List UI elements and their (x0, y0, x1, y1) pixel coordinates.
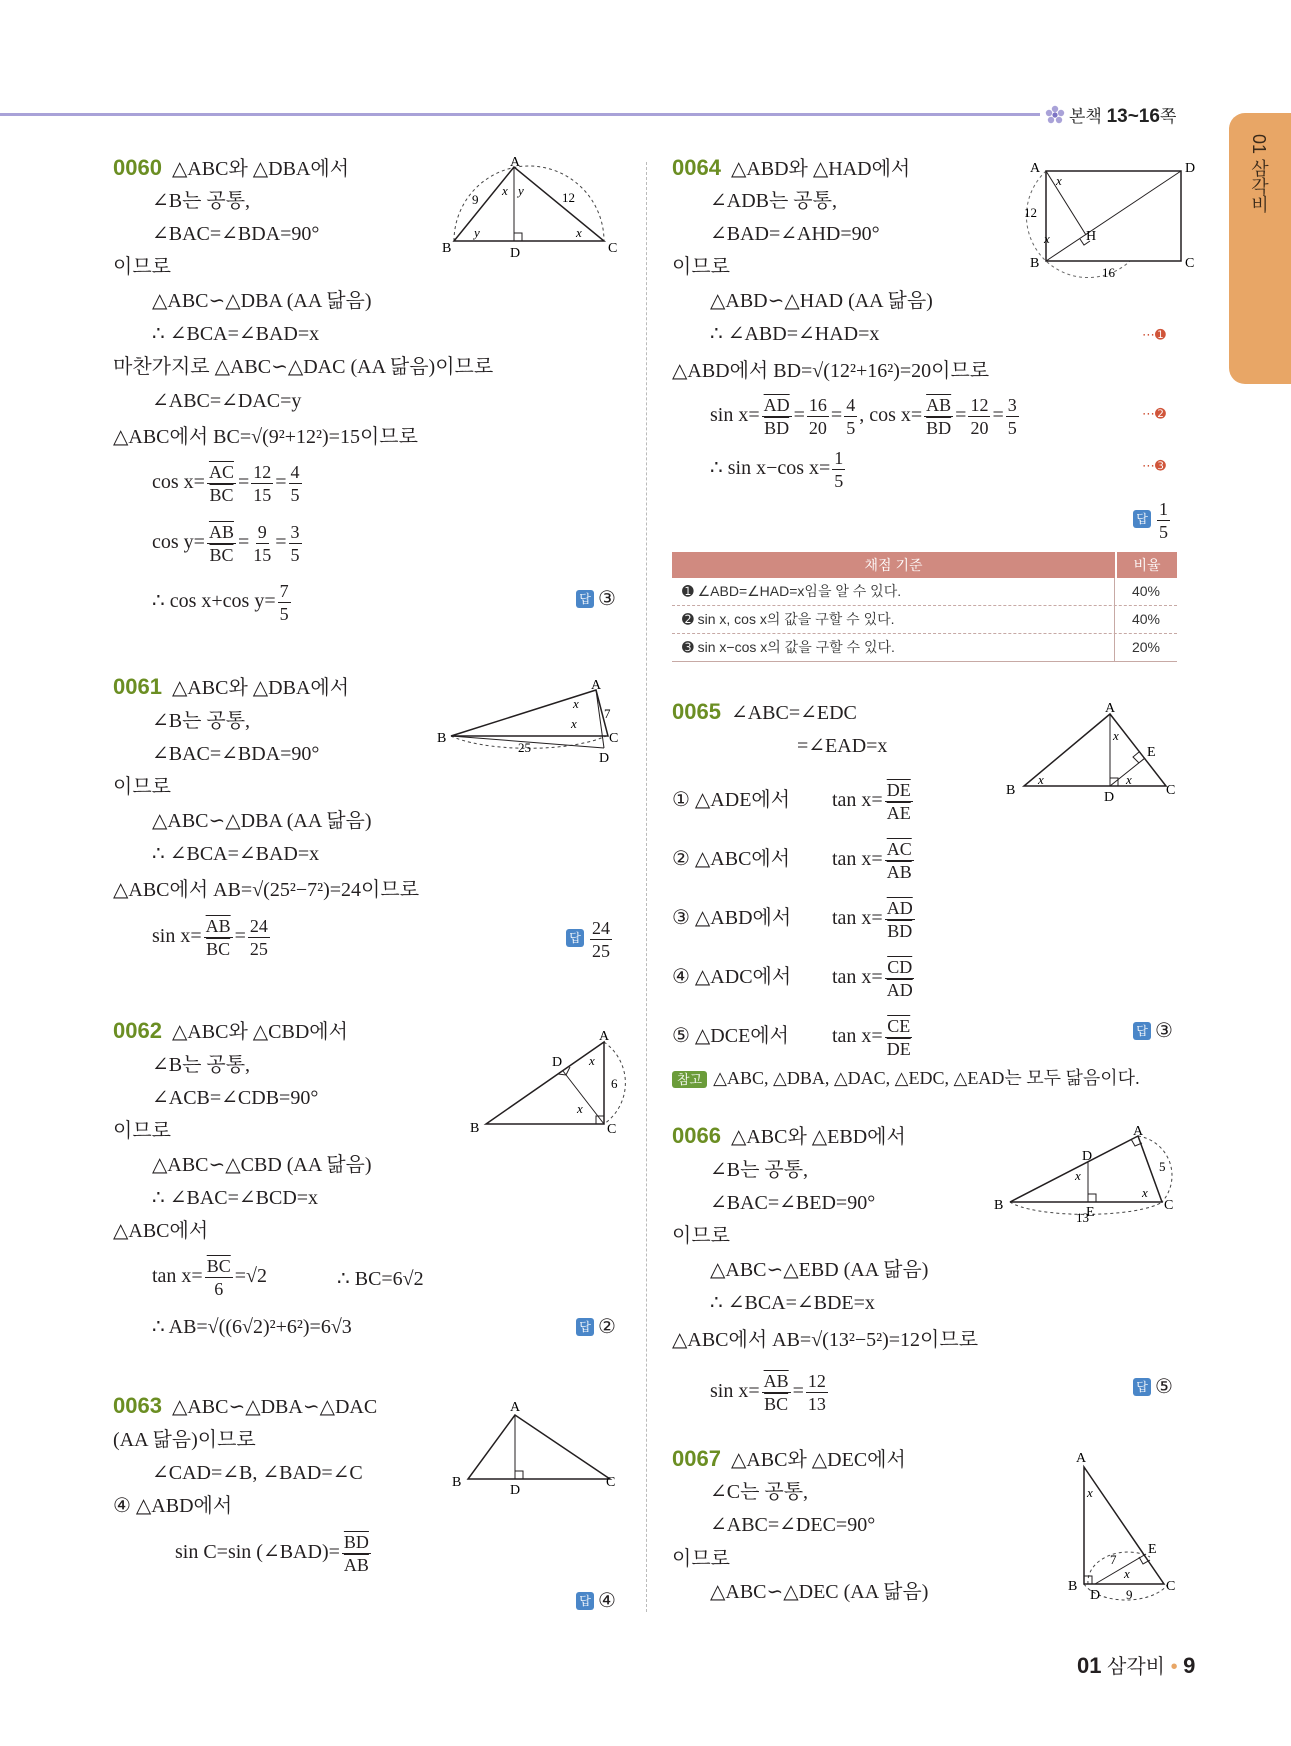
fig61-label-d: D (599, 751, 610, 766)
problem-0066-line-3: ∠BAC=∠BED=90° (710, 1192, 876, 1214)
fig64-label-d: D (1185, 161, 1196, 176)
problem-0061-sin-x: sin x= $\frac{\overline{AB}}{BC}$ = $\frac{24}{25}$ (152, 916, 268, 959)
problem-0062-line-2: ∠B는 공통, (152, 1054, 251, 1076)
fig62-label-c: C (607, 1122, 617, 1137)
problem-0065-option-1: ① △ADE에서 tan x= $\frac{\overline{DE}}{AE}$ (672, 780, 911, 823)
problem-0066-line-6: ∴ ∠BCA=∠BDE=x (710, 1292, 875, 1314)
fig67-label-b: B (1068, 1579, 1078, 1594)
fig67-label-c: C (1166, 1579, 1176, 1594)
fig66-label-bc: 13 (1076, 1210, 1089, 1225)
fraction: $\frac{\overline{BC}}{6}$ (206, 1256, 231, 1299)
problem-0062-ab: ∴ AB=√((6√2)²+6²)=6√3 (152, 1316, 352, 1338)
fraction: $\frac{24}{25}$ (592, 918, 610, 961)
rubric-header-ratio: 비율 (1117, 552, 1177, 578)
fig61-label-x2: x (571, 716, 577, 731)
figure-0061 (436, 676, 619, 766)
rubric-ratio: 40% (1131, 583, 1161, 599)
fig62-label-b: B (470, 1121, 480, 1136)
fig62-label-ac: 6 (611, 1076, 618, 1091)
problem-0060-line-1: 0060 △ABC와 △DBA에서 (113, 155, 350, 180)
fig60-label-a: A (510, 155, 521, 170)
fig63-label-c: C (606, 1475, 616, 1490)
fig66-label-c: C (1164, 1198, 1174, 1213)
problem-0065-option-2: ② △ABC에서 tan x= $\frac{\overline{AC}}{AB}$ (672, 839, 912, 882)
fig64-label-b: B (1030, 256, 1040, 271)
figure-0066 (992, 1124, 1182, 1229)
fraction: $\frac{4}{5}$ (290, 462, 300, 505)
fraction: $\frac{1}{5}$ (834, 448, 844, 491)
fig65-label-x: x (1113, 728, 1119, 743)
problem-0062-line-6: ∴ ∠BAC=∠BCD=x (152, 1187, 319, 1209)
fraction: $\frac{\overline{AB}}{BC}$ (763, 1371, 789, 1414)
rubric-criteria: ➌ sin x−cos x의 값을 구할 수 있다. (672, 634, 1115, 661)
fig66-label-x: x (1075, 1168, 1081, 1183)
fraction: $\frac{\overline{AD}}{BD}$ (763, 395, 790, 438)
fig66-label-x2: x (1142, 1185, 1148, 1200)
fig61-label-c: C (609, 731, 619, 746)
problem-0064-step-mark-1: ⋯➊ (1142, 327, 1166, 342)
problem-0060-line-9: △ABC에서 BC=√(9²+12²)=15이므로 (113, 426, 418, 448)
fig67-label-d: D (1090, 1588, 1101, 1603)
problem-0066-line-5: △ABC∽△EBD (AA 닮음) (710, 1259, 929, 1281)
fraction: $\frac{\overline{AC}}{AB}$ (886, 839, 912, 882)
rubric-ratio: 40% (1131, 611, 1161, 627)
problem-0066-answer: 답 ⑤ (1133, 1374, 1173, 1399)
problem-0062-tan-x: tan x= $\frac{\overline{BC}}{6}$ =√2 (152, 1256, 267, 1299)
fraction: $\frac{3}{5}$ (1007, 395, 1017, 438)
problem-0064-line-7: △ABD에서 BD=√(12²+16²)=20이므로 (672, 360, 990, 382)
fig62-label-x: x (589, 1053, 595, 1068)
problem-0067-line-4: 이므로 (672, 1548, 730, 1570)
fraction: $\frac{\overline{AB}}{BC}$ (208, 522, 234, 565)
problem-0062-line-7: △ABC에서 (113, 1220, 209, 1242)
rubric-header-criteria: 채점 기준 (672, 552, 1115, 578)
problem-0060-line-2: ∠B는 공통, (152, 190, 251, 212)
fig60-label-x: x (502, 183, 508, 198)
figure-0062 (466, 1020, 626, 1135)
problem-0061-line-5: △ABC∽△DBA (AA 닮음) (152, 810, 372, 832)
fig65-label-c: C (1166, 783, 1176, 798)
fraction: $\frac{12}{13}$ (807, 1371, 826, 1414)
problem-0064-sin-cos: sin x= $\frac{\overline{AD}}{BD}$ = $\frac{16}{20}$ = $\frac{4}{5}$ , cos x= $\frac{\overline{AB}}{BD}$ = $\frac{12}{20}$ = $\frac{3}{5}$ (710, 395, 1017, 438)
problem-0062-line-3: ∠ACB=∠CDB=90° (152, 1087, 319, 1109)
problem-0060-cos-x: cos x= $\frac{\overline{AC}}{BC}$ = $\frac{12}{15}$ = $\frac{4}{5}$ (152, 462, 300, 505)
problem-0064-line-4: 이므로 (672, 256, 730, 278)
problem-0062-bc: ∴ BC=6√2 (337, 1268, 424, 1290)
problem-0064-line-3: ∠BAD=∠AHD=90° (710, 223, 880, 245)
fraction: $\frac{\overline{CD}}{AD}$ (886, 957, 913, 1000)
fraction: $\frac{12}{15}$ (253, 462, 272, 505)
problem-0060-line-7: 마찬가지로 △ABC∽△DAC (AA 닮음)이므로 (113, 356, 494, 378)
fraction: $\frac{12}{20}$ (970, 395, 989, 438)
problem-0060-cos-y: cos y= $\frac{\overline{AB}}{BC}$ = $\frac{9}{15}$ = $\frac{3}{5}$ (152, 522, 300, 565)
fig60-label-c: C (608, 241, 618, 256)
fig60-label-y2: y (474, 225, 480, 240)
fraction: $\frac{\overline{BD}}{AB}$ (343, 1532, 369, 1575)
fig62-label-x2: x (577, 1101, 583, 1116)
problem-0065-line-1: 0065 ∠ABC=∠EDC (672, 699, 857, 724)
problem-0063-line-2: (AA 닮음)이므로 (113, 1429, 256, 1451)
column-divider (646, 162, 647, 1612)
problem-0062-line-5: △ABC∽△CBD (AA 닮음) (152, 1154, 372, 1176)
problem-0067-line-1: 0067 △ABC와 △DEC에서 (672, 1446, 906, 1471)
figure-0067 (1058, 1447, 1188, 1607)
figure-0063 (448, 1395, 618, 1498)
problem-0063-line-3: ∠CAD=∠B, ∠BAD=∠C (152, 1462, 363, 1484)
fraction: $\frac{1}{5}$ (1159, 499, 1168, 542)
problem-0060-line-4: 이므로 (113, 256, 171, 278)
rubric-criteria: ➋ sin x, cos x의 값을 구할 수 있다. (672, 606, 1115, 633)
rubric-row (672, 634, 1177, 662)
problem-0061-line-1: 0061 △ABC와 △DBA에서 (113, 674, 350, 699)
problem-0065-note: 참고 △ABC, △DBA, △DAC, △EDC, △EAD는 모두 닮음이다. (672, 1064, 1140, 1090)
fraction: $\frac{\overline{AB}}{BD}$ (926, 395, 952, 438)
problem-0063-line-4: ④ △ABD에서 (113, 1495, 233, 1517)
fig60-label-b: B (442, 241, 452, 256)
problem-0061-line-4: 이므로 (113, 776, 171, 798)
figure-0065 (1000, 700, 1185, 805)
fig66-label-e: E (1086, 1205, 1095, 1220)
fig64-label-x2: x (1044, 231, 1050, 246)
fig65-label-b: B (1006, 783, 1016, 798)
problem-0064-line-1: 0064 △ABD와 △HAD에서 (672, 155, 911, 180)
figure-0064 (1020, 155, 1196, 280)
fig67-label-e: E (1148, 1542, 1157, 1557)
problem-0061-line-2: ∠B는 공통, (152, 710, 251, 732)
fig65-label-e: E (1147, 745, 1156, 760)
fraction: $\frac{16}{20}$ (808, 395, 827, 438)
problem-0065-option-5: ⑤ △DCE에서 tan x= $\frac{\overline{CE}}{DE}$ (672, 1016, 911, 1059)
fraction: $\frac{9}{15}$ (253, 522, 272, 565)
fig65-label-a: A (1105, 701, 1116, 716)
fig67-label-a: A (1076, 1451, 1087, 1466)
fig67-label-dc: 9 (1126, 1587, 1133, 1602)
fraction: $\frac{\overline{CE}}{DE}$ (886, 1016, 911, 1059)
fig61-label-ac: 7 (604, 706, 611, 721)
problem-0060-sum: ∴ cos x+cos y= $\frac{7}{5}$ (152, 581, 289, 624)
header-rule (0, 113, 1040, 116)
problem-0060-line-5: △ABC∽△DBA (AA 닮음) (152, 290, 372, 312)
fig67-label-x2: x (1124, 1566, 1130, 1581)
fig62-label-d: D (552, 1055, 563, 1070)
problem-0063-answer: 답 ④ (576, 1588, 616, 1613)
problem-0066-sin-x: sin x= $\frac{\overline{AB}}{BC}$ = $\frac{12}{13}$ (710, 1371, 826, 1414)
problem-0067-line-5: △ABC∽△DEC (AA 닮음) (710, 1581, 929, 1603)
page-footer: 01 삼각비 • 9 (1077, 1653, 1196, 1678)
fig65-label-x2: x (1038, 772, 1044, 787)
fig67-label-de: 7 (1110, 1552, 1117, 1567)
problem-0066-line-1: 0066 △ABC와 △EBD에서 (672, 1123, 906, 1148)
fig65-label-d: D (1104, 790, 1115, 805)
flower-dots-icon (1043, 104, 1067, 128)
fraction: $\frac{\overline{AB}}{BC}$ (205, 916, 231, 959)
problem-0061-line-3: ∠BAC=∠BDA=90° (152, 743, 320, 765)
fig66-label-ac: 5 (1159, 1159, 1166, 1174)
problem-0061-line-7: △ABC에서 AB=√(25²−7²)=24이므로 (113, 879, 420, 901)
fraction: $\frac{24}{25}$ (249, 916, 268, 959)
fig61-label-a: A (591, 678, 602, 693)
chapter-side-tab-label: 01 삼각비 (1249, 134, 1269, 214)
problem-0065-option-3: ③ △ABD에서 tan x= $\frac{\overline{AD}}{BD}$ (672, 898, 913, 941)
fig63-label-d: D (510, 1483, 521, 1498)
problem-0064-line-6: ∴ ∠ABD=∠HAD=x (710, 323, 880, 345)
problem-0064-diff: ∴ sin x−cos x= $\frac{1}{5}$ (710, 448, 844, 491)
problem-0060-answer: 답 ③ (576, 586, 616, 611)
fraction: $\frac{\overline{AD}}{BD}$ (886, 898, 913, 941)
fig61-label-x: x (573, 696, 579, 711)
problem-0066-line-4: 이므로 (672, 1225, 730, 1247)
problem-0062-line-1: 0062 △ABC와 △CBD에서 (113, 1018, 348, 1043)
problem-0061-line-6: ∴ ∠BCA=∠BAD=x (152, 843, 320, 865)
problem-0067-line-2: ∠C는 공통, (710, 1481, 809, 1503)
fraction: $\frac{\overline{DE}}{AE}$ (886, 780, 911, 823)
fraction: $\frac{4}{5}$ (846, 395, 856, 438)
book-page-reference: 본책 13~16쪽 (1069, 106, 1177, 127)
fig63-label-b: B (452, 1475, 462, 1490)
problem-0066-line-2: ∠B는 공통, (710, 1159, 809, 1181)
problem-0064-line-5: △ABD∽△HAD (AA 닮음) (710, 290, 933, 312)
scoring-rubric-table (672, 552, 1177, 662)
problem-0064-answer: 답 $\frac{1}{5}$ (1133, 498, 1172, 543)
fraction: $\frac{\overline{AC}}{BC}$ (208, 462, 234, 505)
fig61-label-b: B (437, 731, 447, 746)
fig62-label-a: A (599, 1029, 610, 1044)
problem-0061-answer: 답 $\frac{24}{25}$ (566, 917, 614, 962)
problem-0064-line-2: ∠ADB는 공통, (710, 190, 837, 212)
problem-0060-line-6: ∴ ∠BCA=∠BAD=x (152, 323, 320, 345)
problem-0060-line-3: ∠BAC=∠BDA=90° (152, 223, 320, 245)
problem-0063-line-1: 0063 △ABC∽△DBA∽△DAC (113, 1393, 378, 1418)
fig64-label-x: x (1056, 173, 1062, 188)
figure-0060 (440, 155, 620, 261)
fraction: $\frac{3}{5}$ (290, 522, 300, 565)
problem-0066-line-7: △ABC에서 AB=√(13²−5²)=12이므로 (672, 1329, 979, 1351)
problem-0060-line-8: ∠ABC=∠DAC=y (152, 390, 302, 412)
fig63-label-a: A (510, 1400, 521, 1415)
problem-0065-answer: 답 ③ (1133, 1018, 1173, 1043)
fig60-label-y: y (518, 183, 524, 198)
fig60-label-d: D (510, 246, 521, 261)
problem-0065-line-2: =∠EAD=x (797, 735, 888, 757)
problem-0067-line-3: ∠ABC=∠DEC=90° (710, 1514, 876, 1536)
rubric-criteria: ➊ ∠ABD=∠HAD=x임을 알 수 있다. (672, 578, 1115, 605)
fig60-label-ab: 9 (472, 192, 479, 207)
rubric-ratio: 20% (1131, 639, 1161, 655)
problem-0065-option-4: ④ △ADC에서 tan x= $\frac{\overline{CD}}{AD}$ (672, 957, 913, 1000)
fig66-label-b: B (994, 1198, 1004, 1213)
problem-0063-sin-c: sin C=sin (∠BAD)= $\frac{\overline{BD}}{AB}$ (175, 1532, 369, 1575)
fig67-label-x: x (1087, 1485, 1093, 1500)
fig61-label-bc: 25 (518, 740, 531, 755)
fig60-label-ac: 12 (562, 190, 575, 205)
rubric-row (672, 606, 1177, 634)
problem-0062-answer: 답 ② (576, 1314, 616, 1339)
fig64-label-bc: 16 (1102, 265, 1115, 280)
problem-0064-step-mark-2: ⋯➋ (1142, 406, 1166, 421)
fig66-label-d: D (1082, 1149, 1093, 1164)
problem-0062-line-4: 이므로 (113, 1120, 171, 1142)
fraction: $\frac{7}{5}$ (279, 581, 289, 624)
fig66-label-a: A (1133, 1124, 1144, 1139)
fig64-label-h: H (1086, 229, 1097, 244)
problem-0064-step-mark-3: ⋯➌ (1142, 458, 1166, 473)
fig64-label-c: C (1185, 256, 1195, 271)
fig64-label-ab: 12 (1024, 205, 1037, 220)
fig65-label-x3: x (1126, 772, 1132, 787)
rubric-row (672, 578, 1177, 606)
fig60-label-x2: x (576, 225, 582, 240)
fig64-label-a: A (1030, 161, 1041, 176)
